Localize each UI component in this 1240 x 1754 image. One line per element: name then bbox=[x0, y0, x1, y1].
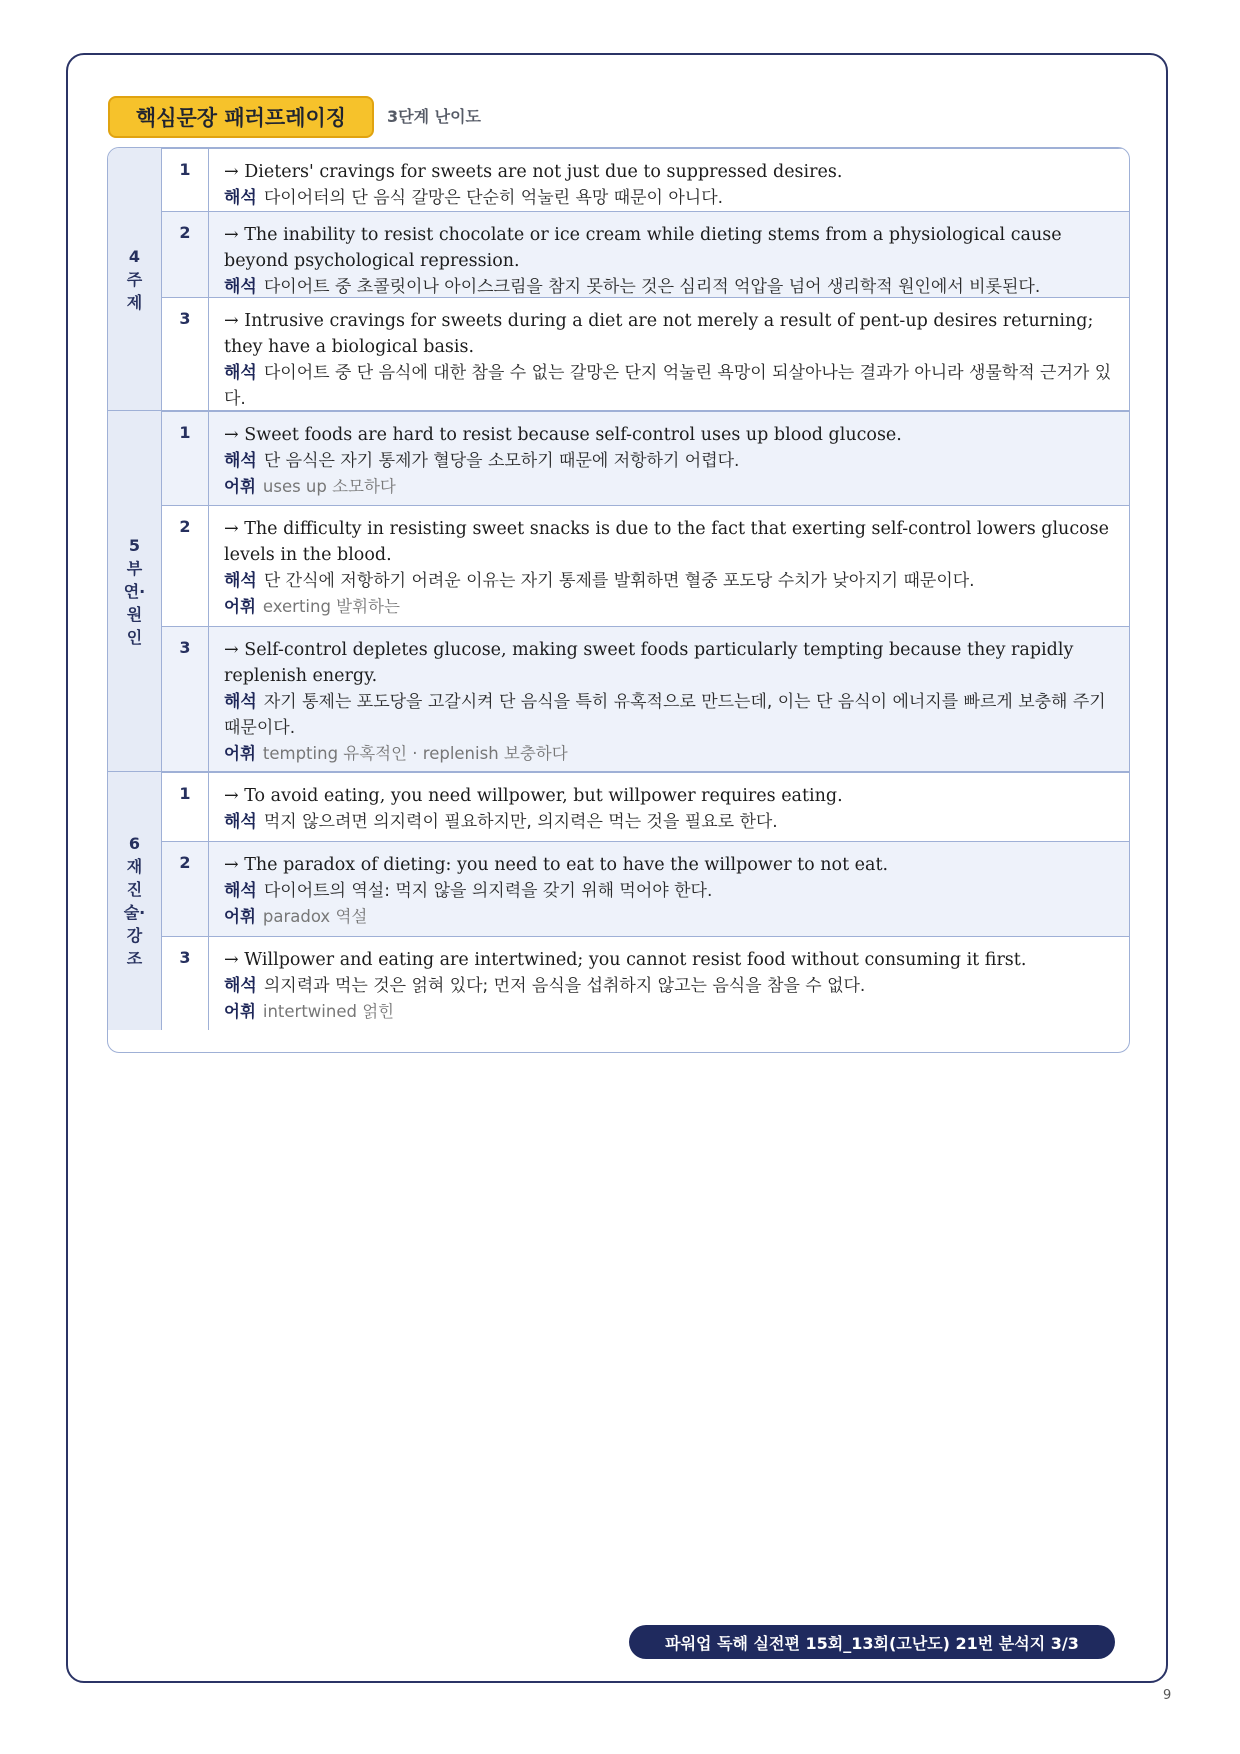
korean-translation bbox=[224, 809, 1119, 835]
table-row bbox=[162, 297, 1129, 410]
row-content bbox=[209, 773, 1129, 835]
english-sentence: → The difficulty in resisting sweet snacks is due to the fact that exerting self-control lowers glucose levels in the blood. bbox=[224, 519, 1110, 565]
english-sentence: → Self-control depletes glucose, making sweet foods particularly tempting because they rapidly replenish energy. bbox=[224, 640, 1074, 686]
vocabulary-text: exerting 발휘하는 bbox=[262, 597, 400, 616]
translation-text: 의지력과 먹는 것은 얽혀 있다; 먼저 음식을 섭취하지 않고는 음식을 참을 수 없다. bbox=[263, 976, 866, 996]
vocabulary-text: uses up 소모하다 bbox=[262, 477, 396, 496]
group-label-text: 4 주제 bbox=[126, 246, 143, 312]
page-number: 9 bbox=[1163, 1688, 1172, 1703]
row-number: 3 bbox=[162, 937, 209, 1030]
row-number: 1 bbox=[162, 412, 209, 505]
row-number: 1 bbox=[162, 773, 209, 841]
translation-tag: 해석 bbox=[224, 976, 257, 996]
table-row bbox=[162, 148, 1129, 211]
group-topic bbox=[108, 148, 1129, 410]
table-row bbox=[162, 411, 1129, 505]
translation-tag: 해석 bbox=[224, 812, 257, 832]
english-sentence: → To avoid eating, you need willpower, but willpower requires eating. bbox=[224, 786, 843, 806]
translation-tag: 해석 bbox=[224, 571, 257, 591]
row-content bbox=[209, 937, 1129, 1025]
paraphrase-table bbox=[107, 147, 1130, 1053]
table-row bbox=[162, 211, 1129, 297]
korean-translation bbox=[224, 448, 1119, 474]
korean-translation bbox=[224, 185, 1119, 211]
group-label-text: 5 부연·원인 bbox=[123, 535, 146, 647]
group-label bbox=[108, 411, 162, 771]
group-label bbox=[108, 772, 162, 1030]
group-restatement-emphasis bbox=[108, 771, 1129, 1030]
vocabulary-note bbox=[224, 594, 1119, 620]
translation-text: 단 간식에 저항하기 어려운 이유는 자기 통제를 발휘하면 혈중 포도당 수치가 낮아지기 때문이다. bbox=[263, 571, 975, 591]
row-content bbox=[209, 298, 1129, 412]
difficulty-label: 3단계 난이도 bbox=[387, 107, 481, 126]
table-row bbox=[162, 505, 1129, 626]
vocabulary-note bbox=[224, 904, 1119, 930]
translation-tag: 해석 bbox=[224, 692, 257, 712]
vocabulary-note bbox=[224, 999, 1119, 1025]
row-content bbox=[209, 149, 1129, 211]
row-content bbox=[209, 412, 1129, 500]
row-content bbox=[209, 627, 1129, 767]
translation-text: 다이어트 중 단 음식에 대한 참을 수 없는 갈망은 단지 억눌린 욕망이 되살아나는 결과가 아니라 생물학적 근거가 있다. bbox=[224, 363, 1112, 409]
korean-translation bbox=[224, 568, 1119, 594]
group-label-text: 6 재진술·강조 bbox=[123, 834, 146, 968]
row-number: 2 bbox=[162, 212, 209, 297]
row-number: 3 bbox=[162, 298, 209, 410]
row-content bbox=[209, 842, 1129, 930]
group-elaboration-cause bbox=[108, 410, 1129, 771]
korean-translation bbox=[224, 689, 1119, 741]
korean-translation bbox=[224, 973, 1119, 999]
vocabulary-text: tempting 유혹적인 · replenish 보충하다 bbox=[262, 744, 568, 763]
translation-text: 단 음식은 자기 통제가 혈당을 소모하기 때문에 저항하기 어렵다. bbox=[263, 451, 740, 471]
row-content bbox=[209, 212, 1129, 300]
english-sentence: → Intrusive cravings for sweets during a diet are not merely a result of pent-up desires returning; they have a biological basis. bbox=[224, 311, 1094, 357]
table-row bbox=[162, 841, 1129, 936]
translation-tag: 해석 bbox=[224, 363, 257, 383]
row-number: 3 bbox=[162, 627, 209, 771]
section-title-badge: 핵심문장 패러프레이징 bbox=[108, 96, 374, 138]
translation-text: 먹지 않으려면 의지력이 필요하지만, 의지력은 먹는 것을 필요로 한다. bbox=[263, 812, 778, 832]
translation-text: 다이어트 중 초콜릿이나 아이스크림을 참지 못하는 것은 심리적 억압을 넘어 생리학적 원인에서 비롯된다. bbox=[263, 277, 1041, 297]
table-row bbox=[162, 626, 1129, 771]
translation-tag: 해석 bbox=[224, 451, 257, 471]
english-sentence: → Willpower and eating are intertwined; you cannot resist food without consuming it first. bbox=[224, 950, 1027, 970]
vocabulary-tag: 어휘 bbox=[224, 597, 256, 616]
translation-tag: 해석 bbox=[224, 881, 257, 901]
translation-text: 자기 통제는 포도당을 고갈시켜 단 음식을 특히 유혹적으로 만드는데, 이는 단 음식이 에너지를 빠르게 보충해 주기 때문이다. bbox=[224, 692, 1106, 738]
row-content bbox=[209, 506, 1129, 620]
vocabulary-tag: 어휘 bbox=[224, 1002, 256, 1021]
korean-translation bbox=[224, 360, 1119, 412]
vocabulary-text: paradox 역설 bbox=[262, 907, 368, 926]
row-number: 2 bbox=[162, 506, 209, 626]
korean-translation bbox=[224, 878, 1119, 904]
group-label bbox=[108, 148, 162, 410]
vocabulary-tag: 어휘 bbox=[224, 477, 256, 496]
table-row bbox=[162, 936, 1129, 1030]
table-row bbox=[162, 772, 1129, 841]
vocabulary-tag: 어휘 bbox=[224, 744, 256, 763]
translation-text: 다이어터의 단 음식 갈망은 단순히 억눌린 욕망 때문이 아니다. bbox=[263, 188, 724, 208]
row-number: 2 bbox=[162, 842, 209, 936]
vocabulary-note bbox=[224, 474, 1119, 500]
translation-tag: 해석 bbox=[224, 188, 257, 208]
english-sentence: → The paradox of dieting: you need to eat to have the willpower to not eat. bbox=[224, 855, 889, 875]
vocabulary-tag: 어휘 bbox=[224, 907, 256, 926]
footer-badge: 파워업 독해 실전편 15회_13회(고난도) 21번 분석지 3/3 bbox=[629, 1625, 1115, 1659]
translation-text: 다이어트의 역설: 먹지 않을 의지력을 갖기 위해 먹어야 한다. bbox=[263, 881, 713, 901]
english-sentence: → The inability to resist chocolate or ice cream while dieting stems from a physiological cause beyond psychological repression. bbox=[224, 225, 1062, 271]
english-sentence: → Dieters' cravings for sweets are not just due to suppressed desires. bbox=[224, 162, 843, 182]
vocabulary-note bbox=[224, 741, 1119, 767]
translation-tag: 해석 bbox=[224, 277, 257, 297]
english-sentence: → Sweet foods are hard to resist because self-control uses up blood glucose. bbox=[224, 425, 902, 445]
vocabulary-text: intertwined 얽힌 bbox=[262, 1002, 395, 1021]
row-number: 1 bbox=[162, 149, 209, 211]
